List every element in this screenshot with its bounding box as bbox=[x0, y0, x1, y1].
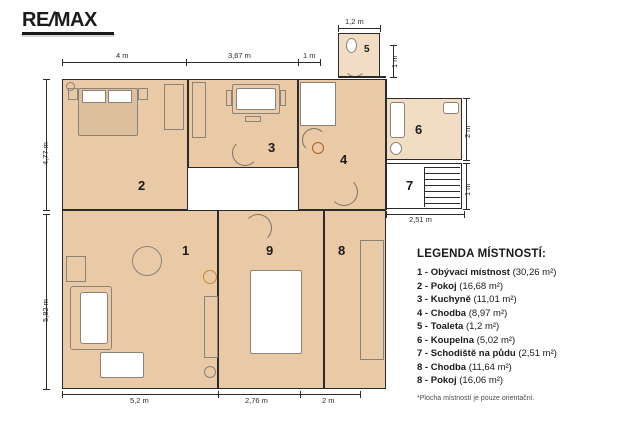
dim-label-477m: 4,77 m bbox=[41, 142, 50, 165]
legend-item bbox=[417, 280, 627, 294]
stair-rail bbox=[424, 167, 425, 207]
sink bbox=[443, 102, 459, 114]
dim-tick bbox=[300, 391, 301, 398]
stair-step bbox=[424, 179, 460, 180]
room-number-2: 2 bbox=[138, 178, 146, 193]
stair-step bbox=[424, 167, 460, 168]
legend-item-number: 8 - bbox=[417, 361, 429, 373]
dim-tick bbox=[386, 211, 387, 218]
chair bbox=[245, 116, 261, 122]
dim-tick bbox=[62, 59, 63, 66]
armchair bbox=[66, 256, 86, 282]
dim-line-top bbox=[62, 62, 320, 63]
legend-item bbox=[417, 361, 627, 375]
legend-item-area: (16,68 m²) bbox=[459, 280, 504, 292]
legend-item-number: 3 - bbox=[417, 294, 429, 305]
legend-item-area: (11,64 m²) bbox=[468, 361, 512, 373]
room-number-5: 5 bbox=[364, 44, 370, 55]
legend-item bbox=[417, 374, 627, 388]
stair-step bbox=[424, 185, 460, 186]
logo-slash: / bbox=[46, 9, 57, 31]
toilet-fixture-bath bbox=[390, 142, 402, 155]
legend-item-area: (30,26 m²) bbox=[512, 267, 557, 278]
legend-item-name: Toaleta bbox=[430, 321, 464, 332]
legend bbox=[417, 248, 627, 402]
dim-tick bbox=[360, 391, 361, 398]
legend-item-name: Koupelna bbox=[430, 334, 475, 346]
pillow bbox=[82, 90, 106, 103]
legend-item-area: (8,97 m²) bbox=[468, 307, 508, 319]
plant-icon bbox=[203, 270, 217, 284]
legend-item-number: 5 - bbox=[417, 321, 429, 332]
room-number-8: 8 bbox=[338, 243, 346, 258]
legend-item bbox=[417, 320, 627, 334]
dim-tick bbox=[43, 210, 50, 211]
bed-9 bbox=[250, 270, 302, 354]
legend-item-name: Chodba bbox=[430, 361, 467, 373]
stair-step bbox=[424, 173, 460, 174]
stair-step bbox=[424, 197, 460, 198]
dim-tick bbox=[390, 77, 397, 78]
legend-item-name: Pokoj bbox=[430, 375, 457, 386]
toilet-fixture bbox=[346, 38, 357, 53]
dim-label-right-2m: 2 m bbox=[463, 125, 472, 138]
dim-tick bbox=[43, 389, 50, 390]
legend-item bbox=[417, 334, 627, 348]
dim-line-toilet-width bbox=[338, 28, 380, 29]
dim-tick bbox=[380, 25, 381, 32]
legend-item-number: 6 - bbox=[417, 334, 429, 346]
legend-item-number: 2 - bbox=[417, 280, 429, 292]
stair-step bbox=[424, 191, 460, 192]
logo-text-max: MAX bbox=[53, 9, 97, 31]
chair bbox=[280, 90, 286, 106]
legend-item-name: Obývací místnost bbox=[430, 267, 510, 278]
legend-item-number: 4 - bbox=[417, 307, 429, 319]
hall-niche bbox=[300, 82, 336, 126]
legend-item-name: Chodba bbox=[430, 307, 467, 319]
dim-tick bbox=[390, 45, 397, 46]
dim-tick bbox=[62, 391, 63, 398]
dim-tick bbox=[218, 391, 219, 398]
wardrobe bbox=[164, 84, 184, 130]
dim-tick bbox=[43, 79, 50, 80]
sofa-seat bbox=[80, 292, 108, 344]
built-in-closet bbox=[360, 240, 384, 360]
shelf-unit bbox=[204, 296, 218, 358]
round-table bbox=[132, 246, 162, 276]
legend-item-name: Kuchyně bbox=[430, 294, 471, 305]
legend-item-number: 8 - bbox=[417, 375, 429, 386]
bathtub bbox=[390, 102, 405, 138]
dim-tick bbox=[298, 59, 299, 66]
dim-label-toilet-width: 1,2 m bbox=[345, 17, 364, 26]
nightstand bbox=[138, 88, 148, 100]
door-arc-kitchen bbox=[232, 140, 258, 166]
legend-item-area: (5,02 m²) bbox=[476, 334, 516, 346]
dim-label-367m: 3,67 m bbox=[228, 51, 251, 60]
legend-item-number: 1 - bbox=[417, 267, 429, 278]
stair-step bbox=[424, 203, 460, 204]
legend-item bbox=[417, 347, 627, 361]
legend-item-name: Schodiště na půdu bbox=[430, 348, 516, 359]
dim-label-52m: 5,2 m bbox=[130, 396, 149, 405]
wall-segment bbox=[385, 79, 387, 210]
dim-tick bbox=[186, 59, 187, 66]
door-arc-toilet bbox=[344, 55, 366, 77]
legend-item-number: 7 - bbox=[417, 348, 429, 359]
dim-tick bbox=[43, 214, 50, 215]
dim-label-right-1m-top: 1 m bbox=[390, 55, 399, 68]
plant-icon bbox=[66, 82, 75, 91]
door-arc-hall-bottom bbox=[330, 178, 358, 206]
room-number-7: 7 bbox=[406, 178, 414, 193]
dim-line-bottom bbox=[62, 394, 360, 395]
wall-segment bbox=[338, 76, 386, 78]
dim-tick bbox=[463, 98, 470, 99]
legend-item-name: Pokoj bbox=[430, 280, 457, 292]
legend-item bbox=[417, 293, 627, 307]
dim-label-582m: 5,82 m bbox=[41, 299, 50, 322]
room-number-1: 1 bbox=[182, 243, 190, 258]
pillow bbox=[108, 90, 132, 103]
legend-item-area: (16,06 m²) bbox=[459, 375, 504, 386]
legend-item bbox=[417, 266, 627, 280]
legend-item-area: (1,2 m²) bbox=[465, 321, 500, 332]
dim-label-4m: 4 m bbox=[116, 51, 129, 60]
legend-note: *Plocha místností je pouze orientační. bbox=[417, 394, 535, 402]
dim-tick bbox=[464, 211, 465, 218]
room-number-4: 4 bbox=[340, 152, 348, 167]
dim-label-276m: 2,76 m bbox=[245, 396, 268, 405]
legend-item bbox=[417, 307, 627, 321]
plant-icon bbox=[312, 142, 324, 154]
dim-tick bbox=[463, 160, 470, 161]
legend-item-area: (11,01 m²) bbox=[473, 294, 517, 305]
coffee-table bbox=[100, 352, 144, 378]
door-arc-9 bbox=[244, 214, 272, 242]
room-number-9: 9 bbox=[266, 243, 274, 258]
legend-item-area: (2,51 m²) bbox=[518, 348, 557, 359]
dim-tick bbox=[320, 59, 321, 66]
dim-tick bbox=[463, 163, 470, 164]
dim-tick bbox=[338, 25, 339, 32]
dim-label-251m: 2,51 m bbox=[409, 215, 432, 224]
dim-label-1m-top: 1 m bbox=[303, 51, 316, 60]
dim-tick bbox=[463, 209, 470, 210]
kitchen-counter bbox=[192, 82, 206, 138]
floor-lamp-icon bbox=[204, 366, 216, 378]
dim-label-right-1m-bottom: 1 m bbox=[463, 183, 472, 196]
dim-label-2m: 2 m bbox=[322, 396, 335, 405]
chair bbox=[226, 90, 232, 106]
dining-table-top bbox=[236, 88, 276, 110]
room-number-3: 3 bbox=[268, 140, 276, 155]
room-number-6: 6 bbox=[415, 122, 423, 137]
legend-title: LEGENDA MÍSTNOSTÍ: bbox=[417, 248, 547, 260]
logo-text-re: RE bbox=[22, 9, 49, 31]
